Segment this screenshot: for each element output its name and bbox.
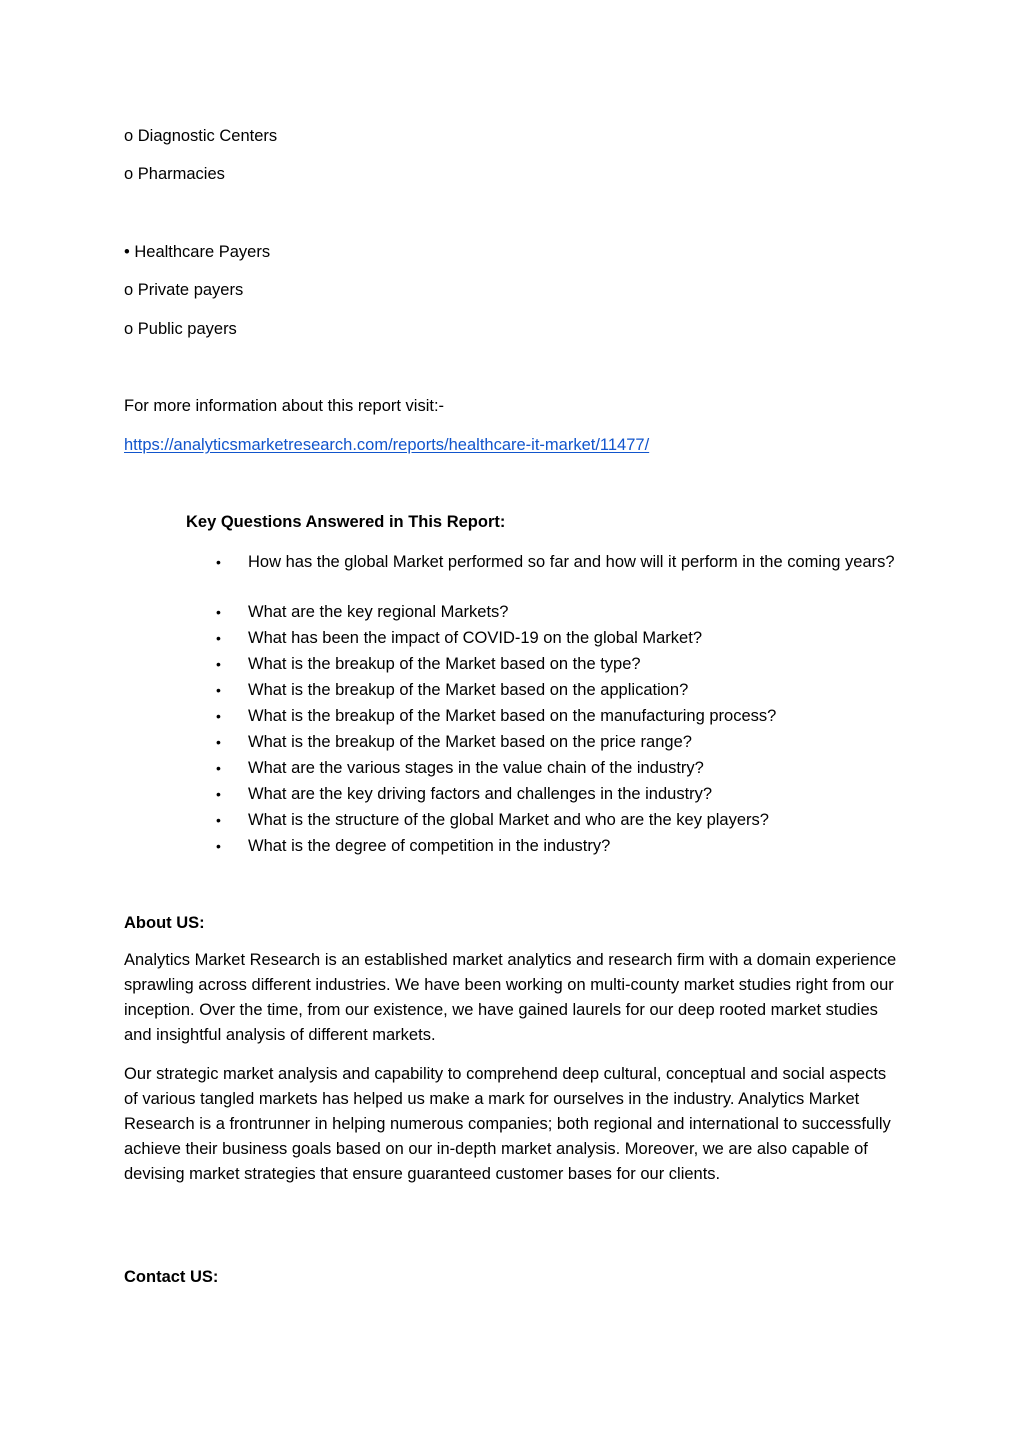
list-item	[216, 834, 898, 859]
list-item	[216, 782, 898, 807]
report-link[interactable]: https://analyticsmarketresearch.com/reports/healthcare-it-market/11477/	[124, 436, 650, 454]
more-info-label: For more information about this report visit:-	[124, 397, 445, 415]
segment-private-payers: o Private payers	[124, 281, 244, 299]
bullet-icon: •	[216, 554, 221, 570]
bullet-icon: •	[216, 838, 221, 854]
bullet-icon: •	[216, 682, 221, 698]
bullet-icon: •	[216, 786, 221, 802]
bullet-icon: •	[216, 760, 221, 776]
segment-public-payers: o Public payers	[124, 320, 237, 338]
question-text: What are the various stages in the value chain of the industry?	[248, 759, 704, 777]
list-item	[216, 756, 898, 781]
key-questions-heading: Key Questions Answered in This Report:	[186, 513, 506, 531]
list-item	[216, 730, 898, 755]
question-text: What is the degree of competition in the industry?	[248, 837, 611, 855]
question-text: What is the breakup of the Market based on the manufacturing process?	[248, 707, 777, 725]
about-paragraph-1: Analytics Market Research is an established market analytics and research firm with a domain experience sprawling across different industries. We have been working on multi-county market studies right from our inception. Over the time, from our existence, we have gained laurels for our deep rooted market studies and insightful analysis of different markets.	[124, 951, 897, 1044]
contact-heading: Contact US:	[124, 1268, 219, 1286]
bullet-icon: •	[216, 812, 221, 828]
segment-healthcare-payers: • Healthcare Payers	[124, 243, 271, 261]
list-item	[216, 550, 898, 575]
question-text: What has been the impact of COVID-19 on the global Market?	[248, 629, 702, 647]
list-item	[216, 652, 898, 677]
segment-diagnostic-centers: o Diagnostic Centers	[124, 127, 278, 145]
list-item	[216, 678, 898, 703]
list-item	[216, 808, 898, 833]
question-text: What is the breakup of the Market based on the application?	[248, 681, 689, 699]
bullet-icon: •	[216, 604, 221, 620]
bullet-icon: •	[216, 656, 221, 672]
bullet-icon: •	[216, 708, 221, 724]
bullet-icon: •	[216, 630, 221, 646]
question-text: What is the structure of the global Market and who are the key players?	[248, 811, 769, 829]
question-text: What are the key regional Markets?	[248, 603, 509, 621]
question-text: What is the breakup of the Market based on the price range?	[248, 733, 692, 751]
question-text: How has the global Market performed so far and how will it perform in the coming years?	[248, 553, 895, 571]
list-item	[216, 704, 898, 729]
bullet-icon: •	[216, 734, 221, 750]
about-heading: About US:	[124, 914, 205, 932]
question-text: What are the key driving factors and challenges in the industry?	[248, 785, 713, 803]
question-text: What is the breakup of the Market based on the type?	[248, 655, 641, 673]
segment-pharmacies: o Pharmacies	[124, 165, 225, 183]
list-item	[216, 600, 898, 625]
list-item	[216, 626, 898, 651]
about-paragraph-2: Our strategic market analysis and capability to comprehend deep cultural, conceptual and social aspects of various tangled markets has helped us make a mark for ourselves in the industry. Analytics Market Research is a frontrunner in helping numerous companies; both regional and international to successfully achieve their business goals based on our in-depth market analysis. Moreover, we are also capable of devising market strategies that ensure guaranteed customer bases for our clients.	[124, 1065, 891, 1183]
